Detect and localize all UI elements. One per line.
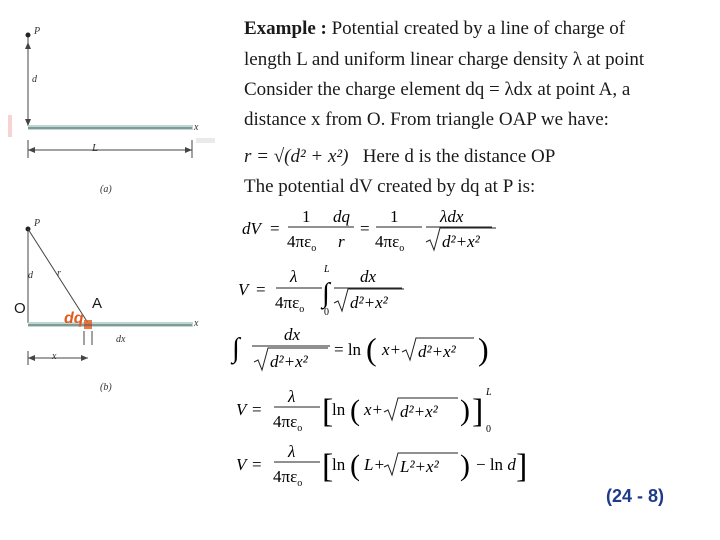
svg-text:d²+x²: d²+x² (350, 293, 388, 312)
figure-b (0, 215, 215, 395)
svg-text:1: 1 (390, 207, 399, 226)
svg-text:λ: λ (288, 442, 296, 461)
figure-a (0, 0, 215, 205)
svg-text:=: = (270, 219, 280, 238)
svg-text:4πεo: $4\pi\varepsilon_o$ (273, 467, 303, 489)
page-number: (24 - 8) (606, 486, 665, 506)
svg-text:1: 1 (302, 207, 311, 226)
svg-text:d²+x²: d²+x² (442, 232, 480, 251)
svg-text:=: = (360, 219, 370, 238)
svg-text:x+: x+ (382, 340, 402, 359)
svg-text:dx: dx (284, 325, 301, 344)
text-line-1 (244, 18, 625, 40)
svg-text:V: V (236, 455, 247, 474)
svg-text:dq: dq (333, 207, 350, 226)
text-line-3: Consider the charge element dq = λdx at point A, a (244, 79, 631, 100)
svg-text:= ln: = ln (334, 340, 362, 359)
svg-text:[: [ (322, 448, 334, 485)
here-d-text: Here d is the distance OP (362, 146, 556, 167)
dq-label: dq (64, 310, 84, 327)
svg-text:4πεo: $4\pi\varepsilon_o$ (275, 293, 305, 315)
svg-text:=: = (252, 400, 262, 419)
svg-text:(: ( (350, 449, 360, 482)
svg-text:dx: dx (360, 267, 377, 286)
fig-a-caption: (a) (100, 184, 112, 195)
fig-a-d-label: d (32, 74, 37, 85)
svg-text:∫: ∫ (232, 333, 240, 364)
svg-text:ln: ln (332, 455, 346, 474)
svg-text:]: ] (472, 393, 484, 430)
fig-a-point-label: P (34, 26, 41, 37)
svg-text:V: V (238, 280, 249, 299)
svg-text:V: V (236, 400, 247, 419)
svg-text:): ) (460, 394, 470, 427)
fig-a-l-label: L (92, 142, 99, 154)
text-line-2: length L and uniform linear charge density λ at point (244, 49, 645, 70)
point-p-dot (26, 33, 31, 38)
svg-text:λdx: λdx (440, 207, 464, 226)
svg-text:L: L (486, 387, 492, 398)
svg-text:0: 0 (324, 307, 329, 318)
fig-a-x-label: x (194, 122, 199, 133)
svg-text:ln: ln (332, 400, 346, 419)
fig-b-d-label: d (28, 270, 33, 281)
svg-text:∫: ∫ (322, 278, 330, 309)
fig-b-dx-label: dx (116, 334, 126, 345)
fig-b-point-label: P (34, 218, 41, 229)
fig-b-x-axis-label: x (194, 318, 199, 329)
svg-text:L+: L+ (364, 455, 385, 474)
svg-text:4πεo: $4\pi\varepsilon_o$ (287, 232, 317, 254)
text-line-6: The potential dV created by dq at P is: (244, 176, 536, 197)
svg-text:(: ( (366, 331, 377, 367)
svg-text:4πεo: $4\pi\varepsilon_o$ (375, 232, 405, 254)
svg-text:=: = (252, 455, 262, 474)
svg-text:]: ] (516, 448, 528, 485)
line1-rest: Potential created by a line of charge of (326, 18, 626, 39)
fig-b-r-label: r (57, 268, 61, 279)
origin-label: O (14, 300, 26, 317)
example-heading: Example : (244, 18, 327, 39)
svg-text:L: L (324, 264, 330, 275)
equation-block (230, 200, 550, 500)
svg-text:λ: λ (288, 387, 296, 406)
svg-text:r: r (338, 232, 345, 251)
svg-text:4πεo: $4\pi\varepsilon_o$ (273, 412, 303, 434)
fig-b-x-label: x (52, 351, 57, 362)
svg-text:d²+x²: d²+x² (418, 342, 456, 361)
svg-text:− ln d: − ln d (476, 455, 516, 474)
svg-text:): ) (460, 449, 470, 482)
svg-text:L²+x²: L²+x² (400, 457, 439, 476)
svg-text:d²+x²: d²+x² (400, 402, 438, 421)
a-label: A (92, 295, 103, 312)
text-line-4: distance x from O. From triangle OAP we have: (244, 109, 609, 130)
fig-b-caption: (b) (100, 382, 112, 393)
svg-text:): ) (478, 331, 489, 367)
svg-text:(: ( (350, 394, 360, 427)
svg-text:λ: λ (290, 267, 298, 286)
svg-text:=: = (256, 280, 266, 299)
svg-text:0: 0 (486, 424, 491, 435)
text-line-5 (244, 146, 555, 168)
svg-text:[: [ (322, 393, 334, 430)
r-equation: r = √(d² + x²) (244, 146, 349, 167)
svg-text:dV: dV (242, 219, 261, 238)
svg-text:x+: x+ (364, 400, 384, 419)
svg-text:d²+x²: d²+x² (270, 352, 308, 371)
